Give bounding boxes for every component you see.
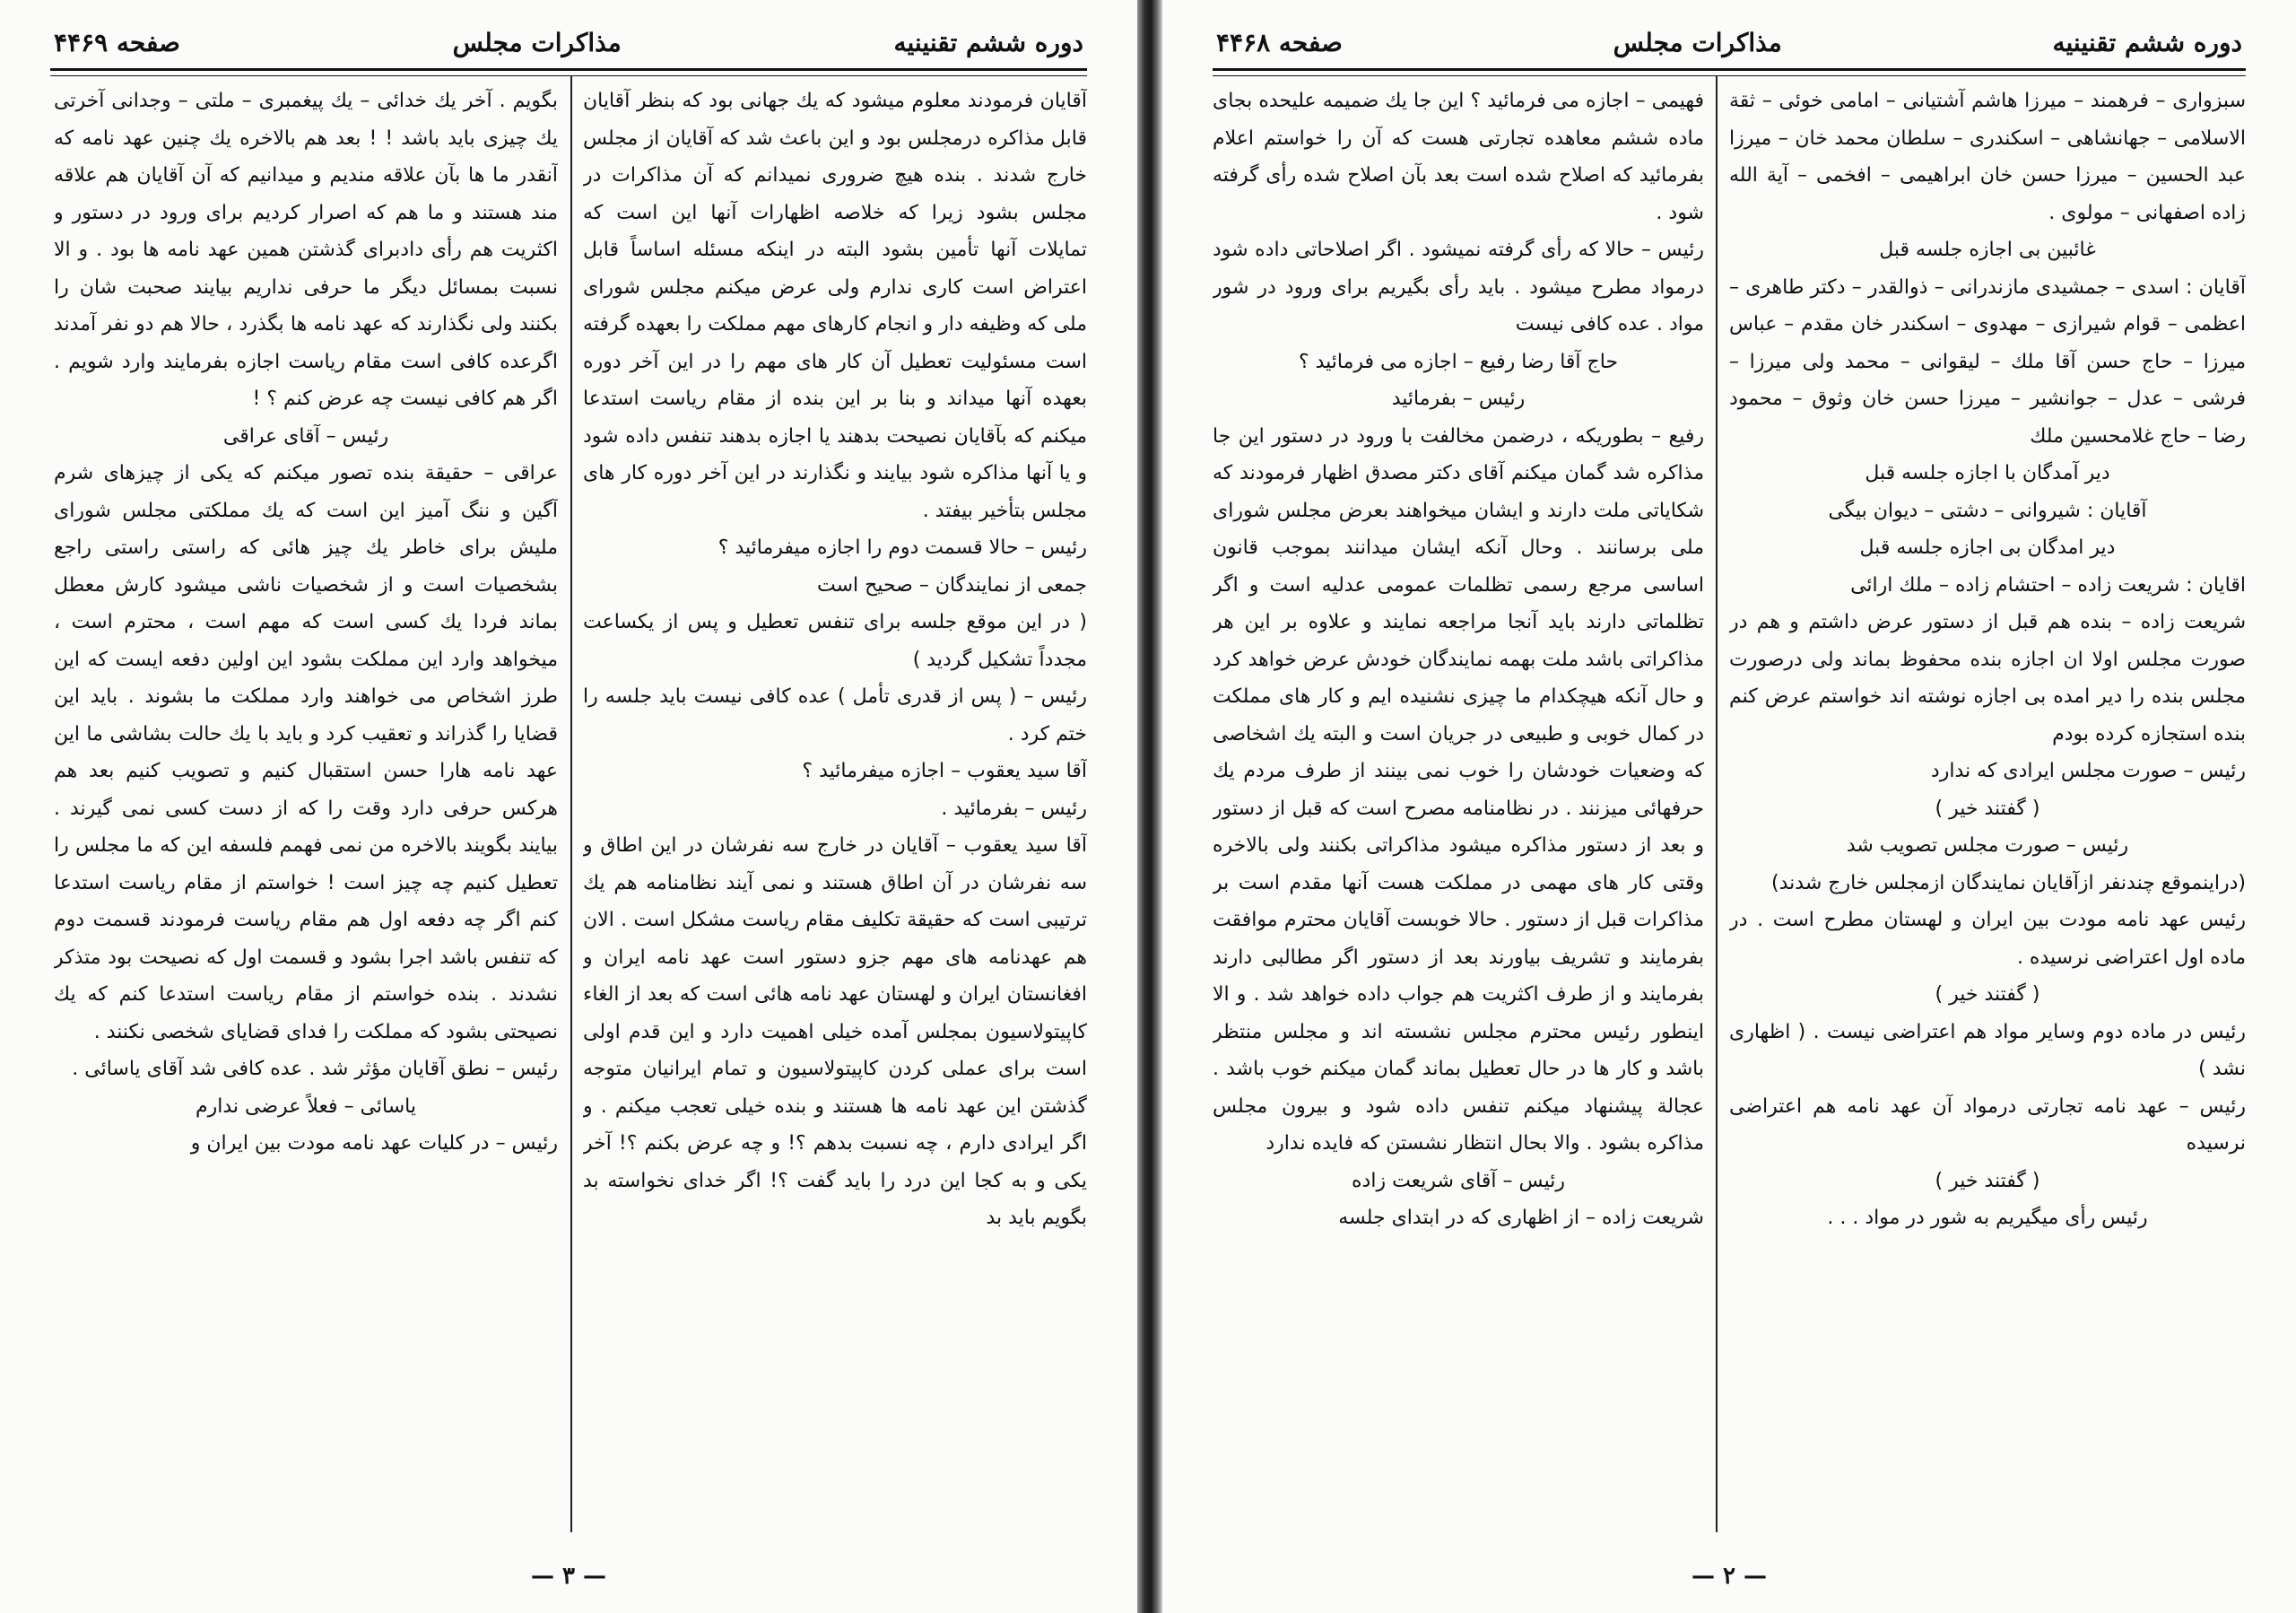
paragraph: بگویم . آخر یك خدائی – یك پیغمبری – ملتی – وجدانی آخرتی یك چیزی باید باشد ! ! بعد هم بالاخره یك چنین عهد نامه که آنقدر ما ها بآن علاقه مندیم و میدانیم که آن آقایان هم علاقه مند هستند و ما هم که اصرار کردیم برای ورود در دستور و اکثریت هم رأی دادبرای گذشتن همین عهد نامه ها بود . و الا نسبت بمسائل دیگر ما حرفی نداریم بیایند صحبت شان را بکنند ولی نگذارند که عهد نامه ها بگذرد ، حالا هم دو نفر آمدند اگرعده کافی است مقام ریاست اجازه بفرمایند وارد شویم . اگر هم کافی نیست چه عرض کنم ؟ !	[54, 90, 558, 410]
page-4468	[1162, 0, 2296, 1613]
section-heading: غائبین بی اجازه جلسه قبل	[1879, 239, 2096, 261]
section-heading: دیر آمدگان با اجازه جلسه قبل	[1865, 462, 2110, 484]
paragraph: رئیس عهد نامه مودت بین ایران و لهستان مطرح است . در ماده اول اعتراضی نرسیده .	[1729, 909, 2246, 969]
section-heading: دیر امدگان بی اجازه جلسه قبل	[1859, 536, 2116, 559]
paragraph: رئیس – حالا قسمت دوم را اجازه میفرمائید ؟	[718, 536, 1087, 559]
page-header	[1216, 20, 2242, 65]
paragraph: آقا سید یعقوب – آقایان در خارج سه نفرشان در این اطاق و سه نفرشان در آن اطاق هستند و نمی آیند نظامنامه هم یك ترتیبی است که حقیقة تکلیف مقام ریاست مشکل است . الان هم عهدنامه های مهم جزو دستور است عهد نامه ایران و افغانستان ایران و لهستان عهد نامه هائی است که بعد از الغاء کاپیتولاسیون بمجلس آمده خیلی اهمیت دارد و این قدم اولی است برای عملی کردن کاپیتولاسیون و تمام ایرانیان متوجه گذشتن این عهد نامه ها هستند و بنده خیلی تعجب میکنم . و اگر ایرادی دارم ، چه نسبت بدهم ؟! و چه عرض بکنم ؟! آخر یکی و به کجا این درد را باید گفت ؟! اگر خدای نخواسته بد بگویم باید بد	[583, 834, 1087, 1229]
paragraph: رئیس – در کلیات عهد نامه مودت بین ایران و	[190, 1132, 558, 1155]
paragraph: رئیس – نطق آقایان مؤثر شد . عده کافی شد آقای یاسائی .	[72, 1058, 558, 1080]
column-divider	[570, 75, 572, 1532]
paragraph: رئیس در ماده دوم وسایر مواد هم اعتراضی نیست . ( اظهاری نشد )	[1729, 1020, 2246, 1080]
header-section: دوره ششم تقنینیه	[2052, 27, 2242, 57]
paragraph: رئیس – صورت مجلس ایرادی که ندارد	[1930, 760, 2246, 782]
paragraph: عراقی – حقیقة بنده تصور میکنم که یکی از چیزهای شرم آگین و ننگ آمیز این است که یك مملکتی مجلس شورای ملیش برای خاطر یك چیز هائی که راستی راستی راجع بشخصیات است و از شخصیات ناشی میشود کارش معطل بماند فردا یك کسی است که مهم است ، محترم است ، میخواهد وارد این مملکت بشود این اولین دفعه ایست که این طرز اشخاص می خواهند وارد مملکت ما بشوند . باید این قضایا را گذراند و تعقیب کرد و باید با یك حالت بشاشی ما این عهد نامه هارا حسن استقبال کنیم و تصویب کنیم بعد هم هرکس حرفی دارد وقت را که از دست کسی نمی گیرند . بیایند بگویند بالاخره من نمی فهمم فلسفه این که ما مجلس را تعطیل کنیم چه چیز است ! خواستم از مقام ریاست استدعا کنم اگر چه دفعه اول هم مقام ریاست فرمودند قسمت دوم که تنفس باشد اجرا بشود و قسمت اول که نصیحت بود متذکر نشدند . بنده خواستم از مقام ریاست استدعا کنم که یك نصیحتی بشود که مملکت را فدای قضایای شخصی نکنند .	[54, 462, 558, 1043]
page-footer-number: — ٢ —	[1691, 1563, 1768, 1590]
paragraph: ( گفتند خیر )	[1935, 983, 2040, 1006]
book-gutter	[1137, 0, 1162, 1613]
column-right	[583, 83, 1087, 1527]
paragraph: اقایان : شریعت زاده – احتشام زاده – ملك ارائی	[1850, 573, 2246, 597]
paragraph: (دراینموقع چندنفر ازآقایان نمایندگان ازمجلس خارج شدند)	[1771, 871, 2246, 894]
paragraph: حاج آقا رضا رفیع – اجازه می فرمائید ؟	[1298, 350, 1619, 373]
paragraph: آقا سید یعقوب – اجازه میفرمائید ؟	[802, 760, 1087, 782]
header-title: مذاکرات مجلس	[1613, 27, 1782, 57]
column-left	[54, 83, 558, 1527]
paragraph: رئیس – بفرمائید	[1391, 388, 1526, 410]
header-page-number: صفحه ۴۴۶۸	[1216, 27, 1343, 57]
column-divider	[1716, 75, 1718, 1532]
paragraph: آقایان : شیروانی – دشتی – دیوان بیگی	[1828, 499, 2147, 522]
paragraph: رئیس – عهد نامه تجارتی درمواد آن عهد نامه هم اعتراضی نرسیده	[1729, 1094, 2246, 1155]
column-left	[1213, 83, 1704, 1527]
paragraph: رئیس – صورت مجلس تصویب شد	[1846, 834, 2129, 857]
page-header	[54, 20, 1083, 65]
paragraph: آقایان : اسدی – جمشیدی مازندرانی – ذوالقدر – دکتر طاهری – اعظمی – قوام شیرازی – مهدوی – اسکندر خان مقدم – عباس میرزا – حاج حسن آقا ملك – لیقوانی – محمد ولی میرزا – فرشی – عدل – جوانشیر – میرزا حسن خان وثوق – محمود رضا – حاج غلامحسین ملك	[1729, 275, 2246, 448]
paragraph: رئیس – آقای شریعت زاده	[1352, 1169, 1565, 1192]
page-4469	[0, 0, 1137, 1613]
paragraph: شریعت زاده – بنده هم قبل از دستور عرض داشتم و هم در صورت مجلس اولا ان اجازه بنده محفوظ بماند ولی درصورت مجلس بنده را دیر امده بی اجازه نوشته اند خواستم عرض کنم بنده استجازه کرده بودم	[1729, 611, 2246, 745]
paragraph: رئیس – ( پس از قدری تأمل ) عده کافی نیست باید جلسه را ختم کرد .	[583, 685, 1087, 745]
column-right	[1729, 83, 2246, 1527]
header-title: مذاکرات مجلس	[452, 27, 622, 57]
paragraph: ( گفتند خیر )	[1935, 1169, 2040, 1192]
paragraph: سبزواری – فرهمند – میرزا هاشم آشتیانی – امامی خوئی – ثقة الاسلامی – جهانشاهی – اسکندری – سلطان محمد خان – میرزا عبد الحسین – میرزا حسن خان ابراهیمی – افخمی – آیة الله زاده اصفهانی – مولوی .	[1729, 90, 2246, 224]
paragraph: رئیس – بفرمائید .	[941, 797, 1087, 820]
header-page-number: صفحه ۴۴۶۹	[54, 27, 180, 57]
paragraph: رئیس – آقای عراقی	[222, 424, 389, 448]
paragraph: رفیع – بطوریکه ، درضمن مخالفت با ورود در دستور این جا مذاکره شد گمان میکنم آقای دکتر مصدق اظهار فرمودند که شکایاتی ملت دارند و ایشان میخواهند بعرض مجلس شورای ملی برسانند . وحال آنکه ایشان میدانند بموجب قانون اساسی مرجع رسمی تظلمات عمومی عدلیه است و اگر تظلماتی دارند باید آنجا مراجعه نمایند و علاوه بر این هر مذاکراتی باشد ملت بهمه نمایندگان خودش عرض خواهد کرد و حال آنکه هیچکدام ما چیزی نشنیده ایم و کار های مملکت در کمال خوبی و طبیعی در جریان است و البته یك اشخاصی که وضعیات خودشان را خوب نمی بینند از طرف مردم یك حرفهائی میزنند . در نظامنامه مصرح است که قبل از دستور و بعد از دستور مذاکره میشود مذاکراتی بکنند ولی بالاخره وقتی کار های مهمی در مملکت هست آنها مقدم است بر مذاکرات قبل از دستور . حالا خوبست آقایان محترم موافقت بفرمایند و تشریف بیاورند بعد از دستور اگر مطالبی دارند بفرمایند و از طرف اکثریت هم جواب داده خواهد شد . و الا اینطور رئیس محترم مجلس نشسته اند و مجلس منتظر باشد و کار ها در حال تعطیل بماند گمان میکنم خوب باشد . عجالة پیشنهاد میکنم تنفس داده شود و بیرون مجلس مذاکره بشود . والا بحال انتظار نشستن که فایده ندارد	[1213, 424, 1704, 1155]
paragraph: ( گفتند خیر )	[1935, 797, 2040, 820]
header-section: دوره ششم تقنینیه	[893, 27, 1083, 57]
page-footer-number: — ٣ —	[530, 1563, 607, 1590]
header-rule	[50, 68, 1087, 76]
paragraph: آقایان فرمودند معلوم میشود که یك جهانی بود که بنظر آقایان قابل مذاکره درمجلس بود و این باعث شد که آقایان از مجلس خارج شدند . بنده هیچ ضروری نمیدانم که آن مذاکرات در مجلس بشود زیرا که خلاصه اظهارات آنها این است که تمایلات آنها تأمین بشود البته در اینکه مسئله اساساً قابل اعتراض است کاری ندارم ولی عرض میکنم مجلس شورای ملی که وظیفه دار و انجام کارهای مهم مملکت را بعهده گرفته است مسئولیت تعطیل آن کار های مهم را در این آخر دوره بعهده آنها میداند و بنا بر این بنده از مقام ریاست استدعا میکنم که بآقایان نصیحت بدهند یا اجازه بدهند تنفس داده شود و یا آنها مذاکره شود بیایند و نگذارند در این آخر دوره کار های مجلس بتأخیر بیفتد .	[583, 90, 1087, 522]
paragraph: رئیس – حالا که رأی گرفته نمیشود . اگر اصلاحاتی داده شود درمواد مطرح میشود . باید رأی بگیریم برای ورود در شور مواد . عده کافی نیست	[1213, 239, 1704, 336]
paragraph: فهیمی – اجازه می فرمائید ؟ این جا یك ضمیمه علیحده بجای ماده ششم معاهده تجارتی هست که آن را خواستم اعلام بفرمائید که اصلاح شده است بعد بآن اصلاح شده رأی گرفته شود .	[1213, 90, 1704, 224]
header-rule	[1213, 68, 2246, 76]
paragraph: یاسائی – فعلاً عرضی ندارم	[196, 1094, 416, 1118]
paragraph: جمعی از نمایندگان – صحیح است	[816, 573, 1087, 597]
paragraph: رئیس رأی میگیریم به شور در مواد . . .	[1827, 1207, 2148, 1229]
paragraph: شریعت زاده – از اظهاری که در ابتدای جلسه	[1338, 1207, 1704, 1229]
paragraph: ( در این موقع جلسه برای تنفس تعطیل و پس از یکساعت مجدداً تشکیل گردید )	[583, 611, 1087, 671]
